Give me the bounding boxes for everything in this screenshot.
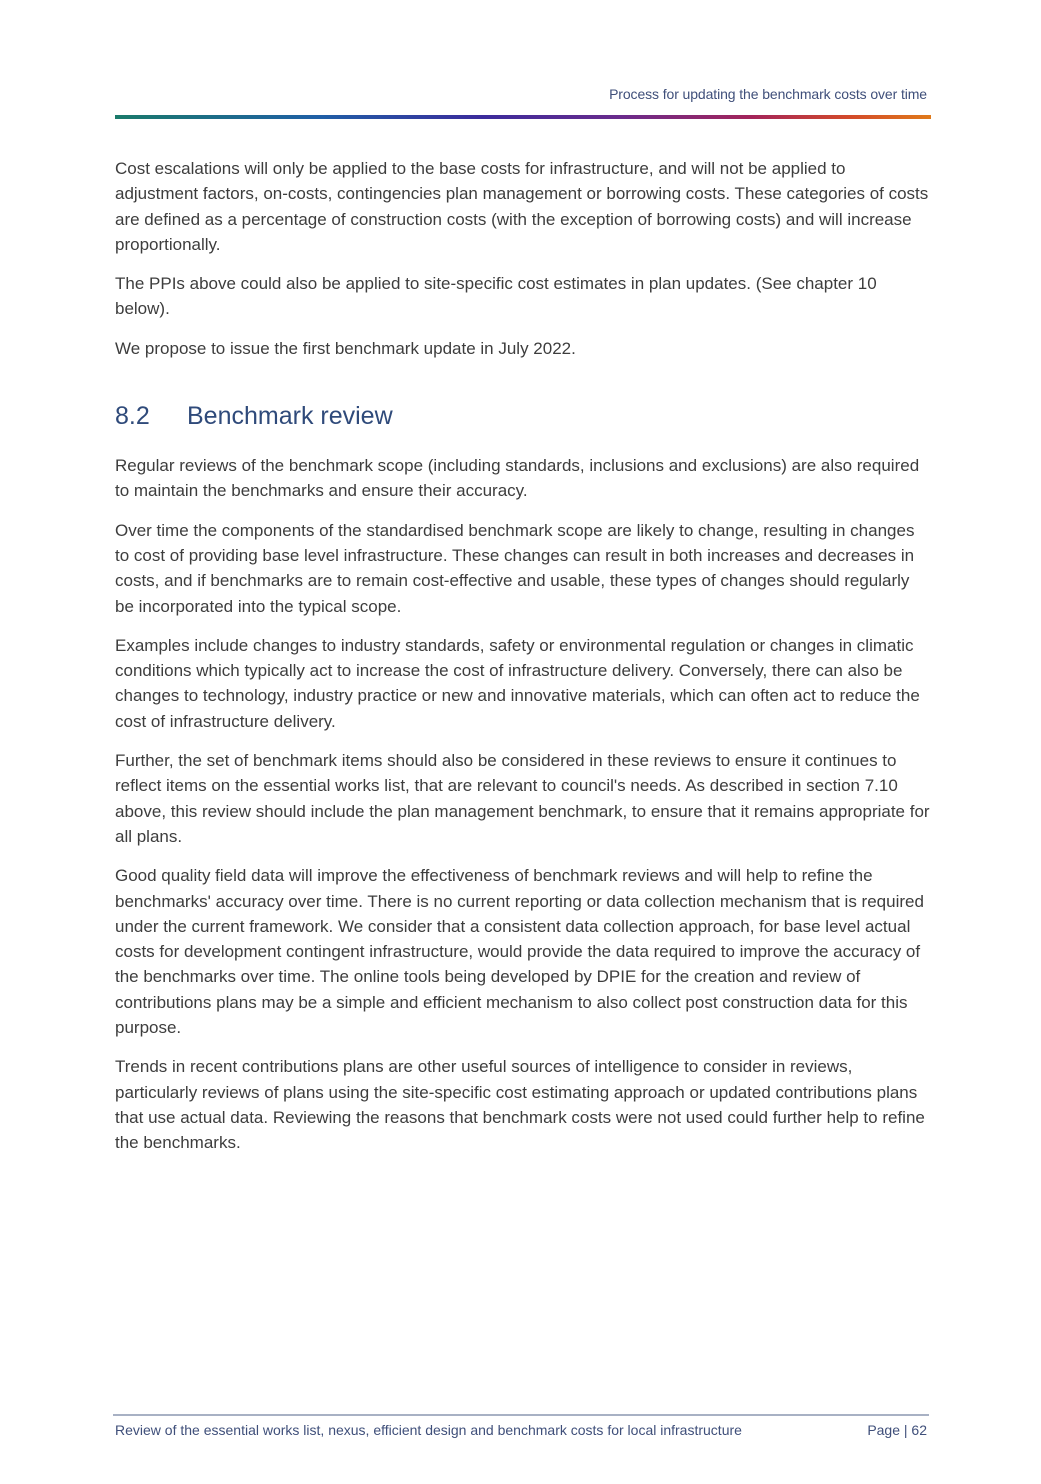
body-paragraph: Cost escalations will only be applied to the base costs for infrastructure, and will not be applied to adjustment factors, on-costs, contingencies plan management or borrowing costs. These categories of costs are defined as a percentage of construction costs (with the exception of borrowing costs) and will increase proportionally.: [115, 159, 929, 254]
body-paragraph: Regular reviews of the benchmark scope (including standards, inclusions and exclusions) are also required to maintain the benchmarks and ensure their accuracy.: [115, 456, 920, 501]
body-paragraph: Trends in recent contributions plans are other useful sources of intelligence to consider in reviews, particularly reviews of plans using the site-specific cost estimating approach or updated contributions plans that use actual data. Reviewing the reasons that benchmark costs were not used could further help to refine the benchmarks.: [115, 1057, 925, 1153]
body-paragraph: Examples include changes to industry standards, safety or environmental regulation or changes in climatic conditions which typically act to increase the cost of infrastructure delivery. Conversely, there can also be changes to technology, industry practice or new and innovative materials, which can often act to reduce the cost of infrastructure delivery.: [115, 635, 920, 731]
footer-rule: [113, 1414, 929, 1416]
section-title: Benchmark review: [187, 402, 393, 431]
section-heading: [115, 401, 930, 431]
body-paragraph: The PPIs above could also be applied to site-specific cost estimates in plan updates. (See chapter 10 below).: [115, 274, 877, 319]
body-paragraph: Further, the set of benchmark items should also be considered in these reviews to ensure it continues to reflect items on the essential works list, that are relevant to council's needs. As described in section 7.10 above, this review should include the plan management benchmark, to ensure that it remains appropriate for all plans.: [115, 751, 930, 846]
running-header-title: Process for updating the benchmark costs over time: [609, 86, 927, 102]
page-number: Page | 62: [867, 1422, 927, 1438]
body-paragraph: Good quality field data will improve the effectiveness of benchmark reviews and will help to refine the benchmarks' accuracy over time. There is no current reporting or data collection mechanism that is required under the current framework. We consider that a consistent data collection approach, for base level actual costs for development contingent infrastructure, would provide the data required to improve the accuracy of the benchmarks over time. The online tools being developed by DPIE for the creation and review of contributions plans may be a simple and efficient mechanism to also collect post construction data for this purpose.: [115, 866, 924, 1038]
header-gradient-rule: [115, 115, 931, 119]
section-number: 8.2: [115, 402, 150, 431]
body-paragraph: Over time the components of the standardised benchmark scope are likely to change, resulting in changes to cost of providing base level infrastructure. These changes can result in both increases and decreases in costs, and if benchmarks are to remain cost-effective and usable, these types of changes should regularly be incorporated into the typical scope.: [115, 520, 915, 616]
body-paragraph: We propose to issue the first benchmark update in July 2022.: [115, 338, 576, 358]
page-body: [115, 156, 930, 1170]
footer-document-title: Review of the essential works list, nexus, efficient design and benchmark costs for local infrastructure: [115, 1422, 742, 1438]
